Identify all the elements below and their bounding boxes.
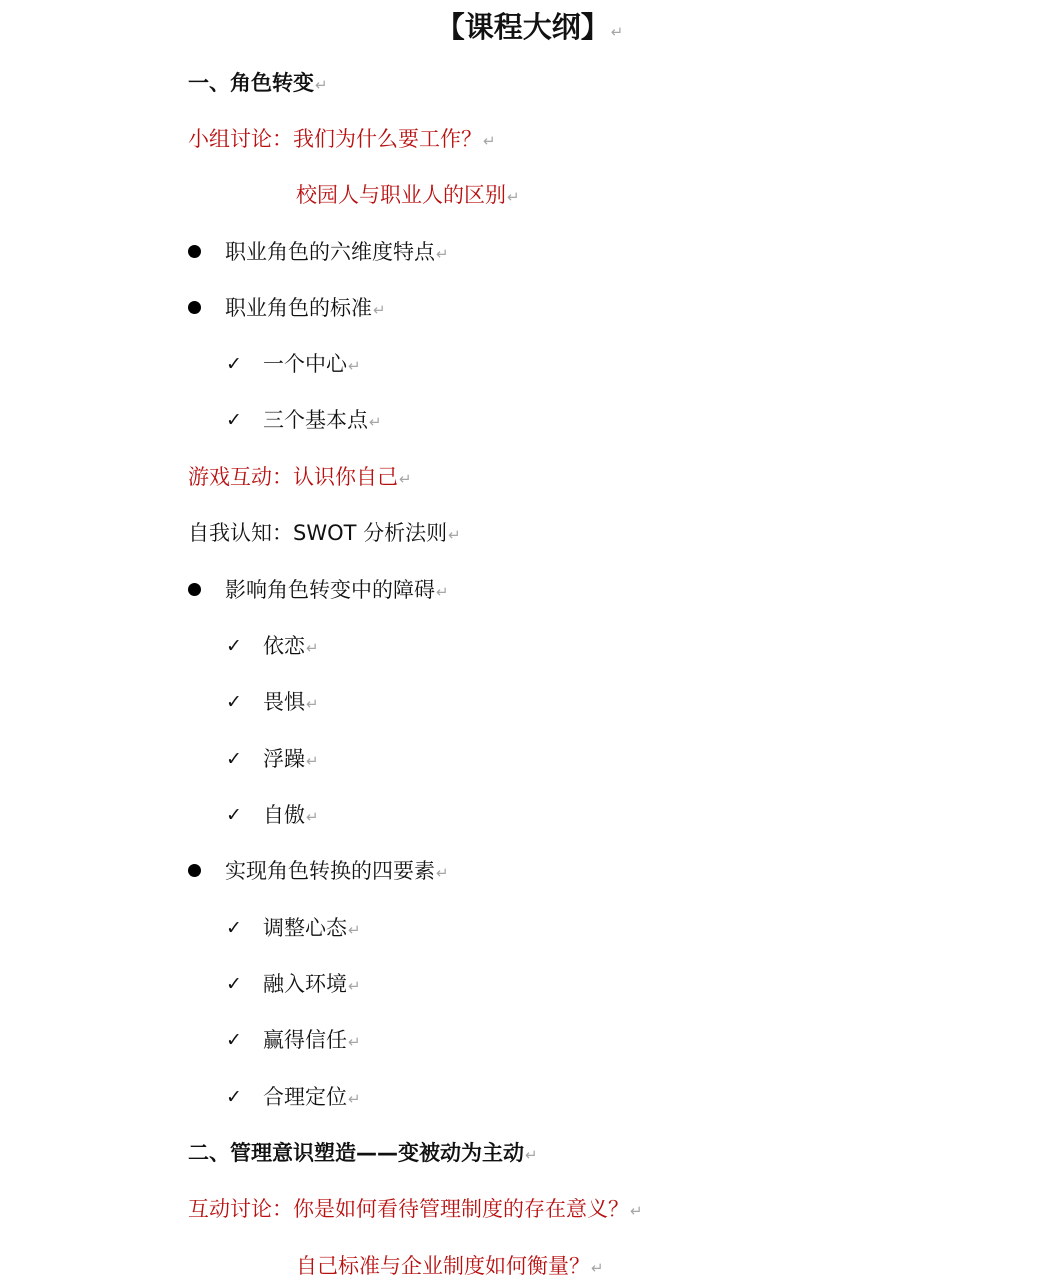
paragraph-mark-icon: ↵: [591, 1259, 604, 1277]
check-item: ✓ 调整心态↵: [226, 911, 361, 945]
paragraph-mark-icon: ↵: [399, 470, 412, 488]
check-item: ✓ 赢得信任↵: [226, 1023, 361, 1057]
bullet-icon: [188, 864, 201, 877]
check-item: ✓ 融入环境↵: [226, 967, 361, 1001]
check-item: ✓ 一个中心↵: [226, 347, 361, 381]
paragraph-mark-icon: ↵: [348, 921, 361, 939]
paragraph-mark-icon: ↵: [369, 413, 382, 431]
paragraph-mark-icon: ↵: [436, 245, 449, 263]
check-item: ✓ 合理定位↵: [226, 1080, 361, 1114]
paragraph-mark-icon: ↵: [525, 1146, 538, 1164]
checkmark-icon: ✓: [226, 917, 242, 939]
paragraph-mark-icon: ↵: [507, 188, 520, 206]
checkmark-icon: ✓: [226, 804, 242, 826]
checkmark-icon: ✓: [226, 748, 242, 770]
checkmark-icon: ✓: [226, 1029, 242, 1051]
paragraph-mark-icon: ↵: [348, 357, 361, 375]
document-title: [0, 6, 1059, 53]
bullet-icon: [188, 301, 201, 314]
game-line: 游戏互动：认识你自己↵: [188, 465, 412, 489]
title-text: 【课程大纲】: [435, 10, 610, 44]
paragraph-mark-icon: ↵: [306, 808, 319, 826]
section2-heading: 二、管理意识塑造——变被动为主动↵: [188, 1141, 538, 1165]
paragraph-mark-icon: ↵: [448, 526, 461, 544]
check-item: ✓ 浮躁↵: [226, 742, 319, 776]
discussion-line: 校园人与职业人的区别↵: [296, 183, 520, 207]
bullet-item: 影响角色转变中的障碍↵: [188, 573, 449, 607]
checkmark-icon: ✓: [226, 1086, 242, 1108]
discussion-line: 小组讨论：我们为什么要工作？↵: [188, 127, 496, 151]
paragraph-mark-icon: ↵: [630, 1202, 643, 1220]
check-item: ✓ 畏惧↵: [226, 685, 319, 719]
check-item: ✓ 自傲↵: [226, 798, 319, 832]
paragraph-mark-icon: ↵: [436, 864, 449, 882]
paragraph-mark-icon: ↵: [373, 301, 386, 319]
checkmark-icon: ✓: [226, 409, 242, 431]
paragraph-mark-icon: ↵: [348, 1033, 361, 1051]
discussion-line: 自己标准与企业制度如何衡量？↵: [296, 1254, 604, 1278]
bullet-item: 职业角色的六维度特点↵: [188, 235, 449, 269]
paragraph-mark-icon: ↵: [483, 132, 496, 150]
discussion-line: 互动讨论：你是如何看待管理制度的存在意义？↵: [188, 1197, 643, 1221]
paragraph-mark-icon: ↵: [348, 977, 361, 995]
checkmark-icon: ✓: [226, 973, 242, 995]
checkmark-icon: ✓: [226, 353, 242, 375]
check-item: ✓ 依恋↵: [226, 629, 319, 663]
paragraph-mark-icon: ↵: [306, 639, 319, 657]
paragraph-mark-icon: ↵: [306, 752, 319, 770]
paragraph-mark-icon: ↵: [315, 76, 328, 94]
bullet-icon: [188, 245, 201, 258]
bullet-item: 职业角色的标准↵: [188, 291, 386, 325]
bullet-icon: [188, 583, 201, 596]
check-item: ✓ 三个基本点↵: [226, 403, 382, 437]
checkmark-icon: ✓: [226, 635, 242, 657]
paragraph-mark-icon: ↵: [348, 1090, 361, 1108]
paragraph-mark-icon: ↵: [436, 583, 449, 601]
paragraph-mark-icon: ↵: [306, 695, 319, 713]
paragraph-mark-icon: ↵: [610, 23, 624, 41]
self-awareness-line: 自我认知：SWOT 分析法则↵: [188, 521, 461, 545]
bullet-item: 实现角色转换的四要素↵: [188, 854, 449, 888]
section1-heading: 一、角色转变↵: [188, 71, 328, 95]
checkmark-icon: ✓: [226, 691, 242, 713]
